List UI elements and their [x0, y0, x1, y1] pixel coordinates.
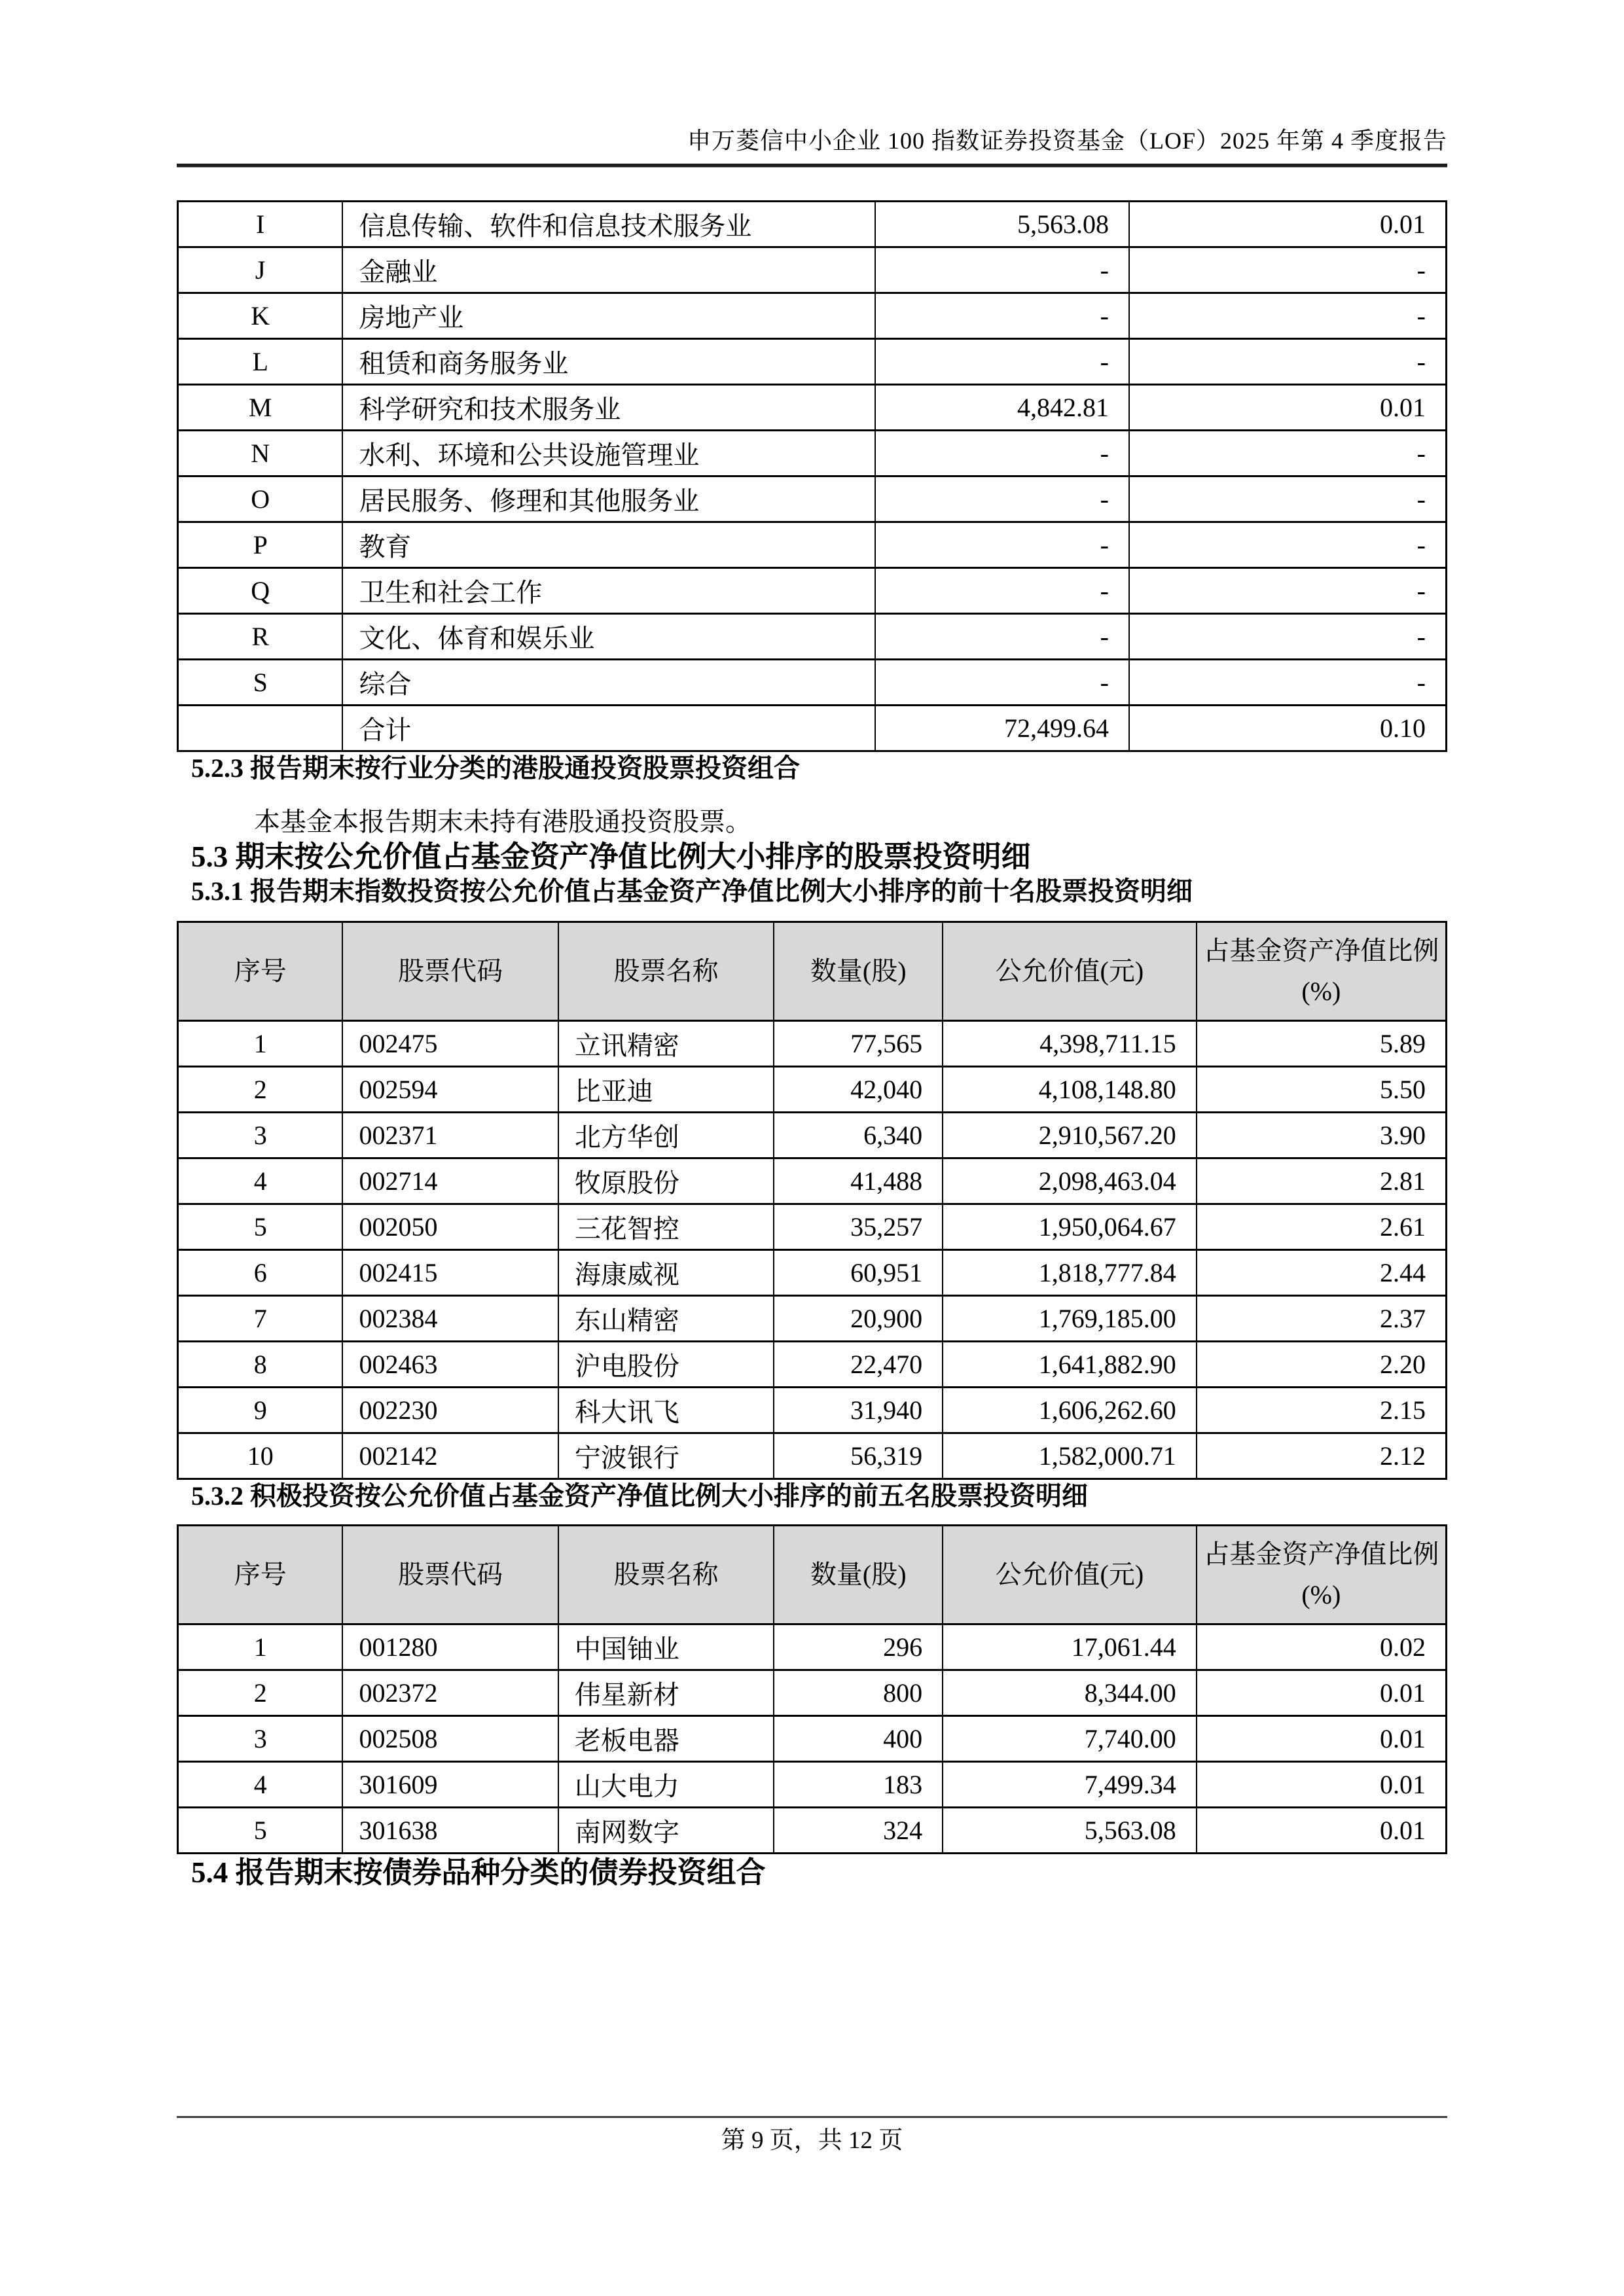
- stock-ratio-cell: 2.81: [1197, 1158, 1447, 1204]
- industry-table-row: [178, 522, 1447, 568]
- stock-name-cell: 科大讯飞: [558, 1388, 774, 1433]
- stock-code-cell: 301638: [342, 1808, 558, 1854]
- top5-header-row: [178, 1526, 1447, 1624]
- industry-name-cell: 信息传输、软件和信息技术服务业: [342, 202, 875, 247]
- stock-name-cell: 海康威视: [558, 1250, 774, 1296]
- section-5-3-heading: 5.3 期末按公允价值占基金资产净值比例大小排序的股票投资明细: [191, 840, 1031, 873]
- industry-table-row: [178, 476, 1447, 522]
- stock-rank-cell: 4: [178, 1158, 343, 1204]
- stock-ratio-cell: 0.01: [1197, 1716, 1447, 1762]
- stock-name-cell: 牧原股份: [558, 1158, 774, 1204]
- stock-name-cell: 南网数字: [558, 1808, 774, 1854]
- stock-rank-cell: 1: [178, 1021, 343, 1067]
- top10-table-row: [178, 1113, 1447, 1158]
- stock-code-cell: 002372: [342, 1670, 558, 1716]
- col-header-qty: 数量(股): [774, 1526, 943, 1624]
- top5-table-row: [178, 1762, 1447, 1808]
- stock-qty-cell: 6,340: [774, 1113, 943, 1158]
- page-number: 第 9 页，共 12 页: [721, 2127, 903, 2154]
- col-header-qty: 数量(股): [774, 922, 943, 1021]
- industry-name-cell: 科学研究和技术服务业: [342, 385, 875, 431]
- industry-ratio-cell: -: [1129, 476, 1447, 522]
- stock-rank-cell: 7: [178, 1296, 343, 1342]
- col-header-ratio: 占基金资产净值比例(%): [1197, 1526, 1447, 1624]
- stock-qty-cell: 60,951: [774, 1250, 943, 1296]
- section-5-3-1-heading: 5.3.1 报告期末指数投资按公允价值占基金资产净值比例大小排序的前十名股票投资明细: [191, 876, 1193, 906]
- stock-rank-cell: 6: [178, 1250, 343, 1296]
- stock-ratio-cell: 5.50: [1197, 1067, 1447, 1113]
- col-header-rank: 序号: [178, 922, 343, 1021]
- industry-code-cell: S: [178, 660, 343, 706]
- industry-code-cell: O: [178, 476, 343, 522]
- stock-name-cell: 东山精密: [558, 1296, 774, 1342]
- header-rule: [177, 164, 1447, 168]
- footer-rule: [177, 2116, 1447, 2118]
- stock-ratio-cell: 2.37: [1197, 1296, 1447, 1342]
- stock-ratio-cell: 0.01: [1197, 1762, 1447, 1808]
- report-title: 申万菱信中小企业 100 指数证券投资基金（LOF）2025 年第 4 季度报告: [687, 128, 1447, 154]
- industry-value-cell: -: [875, 293, 1129, 339]
- top10-table-row: [178, 1433, 1447, 1479]
- stock-name-cell: 山大电力: [558, 1762, 774, 1808]
- top10-table-row: [178, 1204, 1447, 1250]
- stock-rank-cell: 10: [178, 1433, 343, 1479]
- stock-name-cell: 比亚迪: [558, 1067, 774, 1113]
- industry-table-row: [178, 660, 1447, 706]
- stock-code-cell: 002714: [342, 1158, 558, 1204]
- stock-value-cell: 4,398,711.15: [943, 1021, 1197, 1067]
- stock-value-cell: 7,740.00: [943, 1716, 1197, 1762]
- stock-rank-cell: 9: [178, 1388, 343, 1433]
- stock-code-cell: 002508: [342, 1716, 558, 1762]
- industry-table-row: [178, 706, 1447, 751]
- stock-value-cell: 1,582,000.71: [943, 1433, 1197, 1479]
- stock-code-cell: 002142: [342, 1433, 558, 1479]
- stock-qty-cell: 296: [774, 1624, 943, 1670]
- industry-code-cell: K: [178, 293, 343, 339]
- stock-value-cell: 1,950,064.67: [943, 1204, 1197, 1250]
- col-header-code: 股票代码: [342, 1526, 558, 1624]
- top10-stocks-table: [177, 921, 1447, 1480]
- industry-value-cell: 4,842.81: [875, 385, 1129, 431]
- stock-qty-cell: 183: [774, 1762, 943, 1808]
- industry-name-cell: 水利、环境和公共设施管理业: [342, 431, 875, 476]
- stock-value-cell: 8,344.00: [943, 1670, 1197, 1716]
- industry-name-cell: 卫生和社会工作: [342, 568, 875, 614]
- industry-value-cell: -: [875, 614, 1129, 660]
- stock-code-cell: 002594: [342, 1067, 558, 1113]
- industry-value-cell: 72,499.64: [875, 706, 1129, 751]
- industry-table-row: [178, 385, 1447, 431]
- industry-value-cell: -: [875, 247, 1129, 293]
- stock-code-cell: 002415: [342, 1250, 558, 1296]
- stock-value-cell: 4,108,148.80: [943, 1067, 1197, 1113]
- industry-code-cell: N: [178, 431, 343, 476]
- industry-ratio-cell: -: [1129, 614, 1447, 660]
- industry-value-cell: -: [875, 431, 1129, 476]
- top10-table-row: [178, 1067, 1447, 1113]
- stock-value-cell: 2,910,567.20: [943, 1113, 1197, 1158]
- stock-code-cell: 002463: [342, 1342, 558, 1388]
- top10-table-row: [178, 1388, 1447, 1433]
- stock-value-cell: 17,061.44: [943, 1624, 1197, 1670]
- industry-name-cell: 教育: [342, 522, 875, 568]
- stock-value-cell: 7,499.34: [943, 1762, 1197, 1808]
- industry-ratio-cell: -: [1129, 431, 1447, 476]
- industry-ratio-cell: 0.10: [1129, 706, 1447, 751]
- top5-table-row: [178, 1670, 1447, 1716]
- stock-rank-cell: 3: [178, 1716, 343, 1762]
- stock-name-cell: 沪电股份: [558, 1342, 774, 1388]
- stock-name-cell: 立讯精密: [558, 1021, 774, 1067]
- top10-table-row: [178, 1158, 1447, 1204]
- stock-code-cell: 002371: [342, 1113, 558, 1158]
- industry-code-cell: [178, 706, 343, 751]
- top10-table-row: [178, 1296, 1447, 1342]
- industry-ratio-cell: 0.01: [1129, 385, 1447, 431]
- industry-table-row: [178, 568, 1447, 614]
- industry-name-cell: 文化、体育和娱乐业: [342, 614, 875, 660]
- industry-ratio-cell: -: [1129, 522, 1447, 568]
- stock-qty-cell: 20,900: [774, 1296, 943, 1342]
- stock-name-cell: 三花智控: [558, 1204, 774, 1250]
- stock-code-cell: 301609: [342, 1762, 558, 1808]
- stock-value-cell: 1,606,262.60: [943, 1388, 1197, 1433]
- col-header-value: 公允价值(元): [943, 1526, 1197, 1624]
- industry-value-cell: -: [875, 476, 1129, 522]
- stock-ratio-cell: 0.02: [1197, 1624, 1447, 1670]
- stock-qty-cell: 31,940: [774, 1388, 943, 1433]
- stock-ratio-cell: 2.12: [1197, 1433, 1447, 1479]
- stock-name-cell: 宁波银行: [558, 1433, 774, 1479]
- industry-ratio-cell: -: [1129, 247, 1447, 293]
- stock-rank-cell: 2: [178, 1670, 343, 1716]
- industry-value-cell: 5,563.08: [875, 202, 1129, 247]
- industry-value-cell: -: [875, 660, 1129, 706]
- stock-code-cell: 001280: [342, 1624, 558, 1670]
- stock-ratio-cell: 0.01: [1197, 1808, 1447, 1854]
- industry-ratio-cell: 0.01: [1129, 202, 1447, 247]
- stock-qty-cell: 77,565: [774, 1021, 943, 1067]
- col-header-name: 股票名称: [558, 1526, 774, 1624]
- stock-qty-cell: 41,488: [774, 1158, 943, 1204]
- industry-code-cell: Q: [178, 568, 343, 614]
- col-header-value: 公允价值(元): [943, 922, 1197, 1021]
- industry-name-cell: 房地产业: [342, 293, 875, 339]
- stock-ratio-cell: 2.44: [1197, 1250, 1447, 1296]
- industry-table-row: [178, 614, 1447, 660]
- industry-value-cell: -: [875, 522, 1129, 568]
- industry-table-row: [178, 431, 1447, 476]
- top5-table-row: [178, 1808, 1447, 1854]
- stock-ratio-cell: 2.61: [1197, 1204, 1447, 1250]
- stock-ratio-cell: 2.20: [1197, 1342, 1447, 1388]
- stock-qty-cell: 324: [774, 1808, 943, 1854]
- section-5-2-3-body: 本基金本报告期末未持有港股通投资股票。: [254, 807, 751, 836]
- industry-table-row: [178, 339, 1447, 385]
- stock-rank-cell: 8: [178, 1342, 343, 1388]
- col-header-code: 股票代码: [342, 922, 558, 1021]
- industry-code-cell: P: [178, 522, 343, 568]
- industry-ratio-cell: -: [1129, 660, 1447, 706]
- section-5-2-3-heading: 5.2.3 报告期末按行业分类的港股通投资股票投资组合: [191, 753, 800, 783]
- stock-rank-cell: 5: [178, 1808, 343, 1854]
- stock-rank-cell: 4: [178, 1762, 343, 1808]
- stock-qty-cell: 42,040: [774, 1067, 943, 1113]
- top10-table-row: [178, 1021, 1447, 1067]
- stock-code-cell: 002384: [342, 1296, 558, 1342]
- industry-code-cell: R: [178, 614, 343, 660]
- stock-value-cell: 1,818,777.84: [943, 1250, 1197, 1296]
- stock-rank-cell: 1: [178, 1624, 343, 1670]
- stock-name-cell: 北方华创: [558, 1113, 774, 1158]
- industry-name-cell: 综合: [342, 660, 875, 706]
- industry-code-cell: I: [178, 202, 343, 247]
- stock-qty-cell: 22,470: [774, 1342, 943, 1388]
- stock-name-cell: 伟星新材: [558, 1670, 774, 1716]
- top10-header-row: [178, 922, 1447, 1021]
- stock-value-cell: 5,563.08: [943, 1808, 1197, 1854]
- stock-code-cell: 002050: [342, 1204, 558, 1250]
- stock-name-cell: 中国铀业: [558, 1624, 774, 1670]
- industry-code-cell: J: [178, 247, 343, 293]
- col-header-ratio: 占基金资产净值比例(%): [1197, 922, 1447, 1021]
- industry-portfolio-table: [177, 200, 1447, 752]
- industry-table-row: [178, 202, 1447, 247]
- industry-code-cell: L: [178, 339, 343, 385]
- col-header-rank: 序号: [178, 1526, 343, 1624]
- top5-table-row: [178, 1716, 1447, 1762]
- stock-qty-cell: 400: [774, 1716, 943, 1762]
- col-header-name: 股票名称: [558, 922, 774, 1021]
- industry-table-row: [178, 293, 1447, 339]
- industry-ratio-cell: -: [1129, 568, 1447, 614]
- industry-value-cell: -: [875, 339, 1129, 385]
- top5-table-row: [178, 1624, 1447, 1670]
- industry-name-cell: 居民服务、修理和其他服务业: [342, 476, 875, 522]
- stock-qty-cell: 800: [774, 1670, 943, 1716]
- stock-code-cell: 002475: [342, 1021, 558, 1067]
- industry-name-cell: 金融业: [342, 247, 875, 293]
- industry-name-cell: 租赁和商务服务业: [342, 339, 875, 385]
- industry-ratio-cell: -: [1129, 339, 1447, 385]
- stock-qty-cell: 35,257: [774, 1204, 943, 1250]
- industry-code-cell: M: [178, 385, 343, 431]
- stock-rank-cell: 5: [178, 1204, 343, 1250]
- page-content: [177, 0, 1447, 1891]
- stock-value-cell: 1,769,185.00: [943, 1296, 1197, 1342]
- top10-table-row: [178, 1342, 1447, 1388]
- stock-code-cell: 002230: [342, 1388, 558, 1433]
- stock-qty-cell: 56,319: [774, 1433, 943, 1479]
- industry-table-row: [178, 247, 1447, 293]
- stock-name-cell: 老板电器: [558, 1716, 774, 1762]
- stock-ratio-cell: 5.89: [1197, 1021, 1447, 1067]
- top10-table-row: [178, 1250, 1447, 1296]
- stock-value-cell: 1,641,882.90: [943, 1342, 1197, 1388]
- stock-rank-cell: 3: [178, 1113, 343, 1158]
- section-5-3-2-heading: 5.3.2 积极投资按公允价值占基金资产净值比例大小排序的前五名股票投资明细: [191, 1481, 1088, 1511]
- stock-ratio-cell: 0.01: [1197, 1670, 1447, 1716]
- industry-ratio-cell: -: [1129, 293, 1447, 339]
- section-5-4-heading: 5.4 报告期末按债券品种分类的债券投资组合: [191, 1856, 766, 1889]
- stock-value-cell: 2,098,463.04: [943, 1158, 1197, 1204]
- top5-active-stocks-table: [177, 1524, 1447, 1854]
- stock-ratio-cell: 2.15: [1197, 1388, 1447, 1433]
- industry-value-cell: -: [875, 568, 1129, 614]
- industry-name-cell: 合计: [342, 706, 875, 751]
- stock-rank-cell: 2: [178, 1067, 343, 1113]
- stock-ratio-cell: 3.90: [1197, 1113, 1447, 1158]
